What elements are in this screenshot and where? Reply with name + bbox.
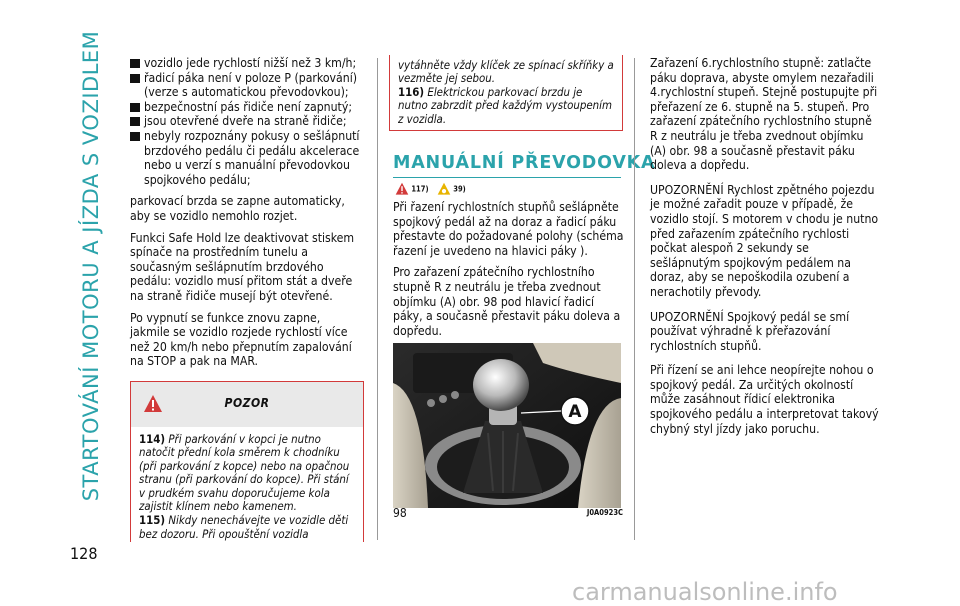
column-2 [393,200,625,345]
column-1 [130,56,362,376]
checkbox-bullet-icon [130,59,140,68]
checkbox-bullet-icon [130,74,140,83]
warning-header [131,382,363,427]
checkbox-bullet-icon [130,132,140,141]
paragraph: Při řazení rychlostních stupňů sešlápněte spojkový pedál až na doraz a řadicí páku přestavte do požadované polohy (schéma řazení je uvedeno na hlavici páky ). [393,200,624,258]
section-title-underline [393,177,621,178]
gear-lever-photo [393,343,621,508]
paragraph: UPOZORNĚNÍ Rychlost zpětného pojezdu je možné zařadit pouze v případě, že vozidlo stojí. S motorem v chodu je nutno před zařazením zpátečního rychlosti počkat alespoň 2 sekundy se sešlápnutým spojkovým pedálem na doraz, aby se nepoškodila ozubení a nerachotily převody. [650,182,879,299]
warning-box [130,381,364,542]
column-divider [377,58,378,540]
paragraph: Při řízení se ani lehce neopírejte nohou o spojkový pedál. Za určitých okolností může zasáhnout řídicí elektronika spojkového pedálu a interpretovat takový chybný styl jízdy jako poruchu. [650,363,879,436]
paragraph: parkovací brzda se zapne automaticky, aby se vozidlo nemohlo rozjet. [130,194,345,223]
watermark: carmanualsonline.info [572,578,838,606]
list-item: jsou otevřené dveře na straně řidiče; [130,114,362,129]
checkbox-bullet-icon [130,103,140,112]
paragraph: Zařazení 6.rychlostního stupně: zatlačte páku doprava, abyste omylem nezařadili 4.rychlostní stupeň. Stejně postupujte při přeřazení ze 6. stupně na 5. stupeň. Pro zařazení zpátečního rychlostního stupně R z neutrálu je třeba zvednout objímku (A) obr. 98 a současně přestavit páku doleva a dopředu. [650,56,878,173]
list-item: vozidlo jede rychlostí nižší než 3 km/h; [130,56,362,71]
warning-title: POZOR [224,396,270,410]
paragraph: Po vypnutí se funkce znovu zapne, jakmile se vozidlo rozjede rychlostí více než 20 km/h nebo přepnutím zapalování na STOP a pak na MAR. [130,310,352,369]
list-item: nebyly rozpoznány pokusy o sešlápnutí brzdového pedálu či pedálu akcelerace nebo u verzí s manuální převodovkou spojkového pedálu; [130,129,362,187]
warning-triangle-icon [395,182,409,196]
figure-code: J0A0923C [586,508,623,517]
paragraph: Pro zařazení zpátečního rychlostního stupně R z neutrálu je třeba zvednout objímku (A) obr. 98 pod hlavicí řadicí páky, a současně přestavit páku doleva a dopředu. [393,265,621,338]
caution-triangle-icon [437,182,451,196]
figure-number: 98 [393,506,407,520]
column-3 [650,56,882,443]
figure-label-a: A [568,402,582,422]
column-divider [634,58,635,540]
warning-text: 114) Při parkování v kopci je nutno natočit přední kola směrem k chodníku (při parkování z kopce) nebo na opačnou stranu (při parkování do kopce). Při stání v prudkém svahu doporučujeme kola zajistit klínem nebo kamenem. 115) Nikdy nenechávejte ve vozidle děti bez dozoru. Při opouštění vozidla [139,432,350,541]
warning-box-continued [389,55,623,131]
list-item: bezpečnostní pás řidiče není zapnutý; [130,100,362,115]
section-title: MANUÁLNÍ PŘEVODOVKA [393,153,656,173]
paragraph: UPOZORNĚNÍ Spojkový pedál se smí používat výhradně k přeřazování rychlostních stupňů. [650,309,850,353]
checkbox-bullet-icon [130,117,140,126]
figure-caption [393,506,623,520]
page-number: 128 [70,544,98,563]
list-item: řadicí páka není v poloze P (parkování) (verze s automatickou převodovkou); [130,71,362,100]
reference-icons: 117) 39) [395,182,466,200]
side-chapter-title: STARTOVÁNÍ MOTORU A JÍZDA S VOZIDLEM [79,30,103,502]
paragraph: Funkci Safe Hold lze deaktivovat stiskem spínače na prostředním tunelu a současným sešlápnutím brzdového pedálu: vozidlo musí přitom stát a dveře na straně řidiče musejí být otevřené. [130,230,355,303]
warning-text: vytáhněte vždy klíček ze spínací skříňky a vezměte jej sebou. 116) Elektrickou parkovací brzdu je nutno zabrzdit před každým vystoupením z vozidla. [398,58,614,126]
